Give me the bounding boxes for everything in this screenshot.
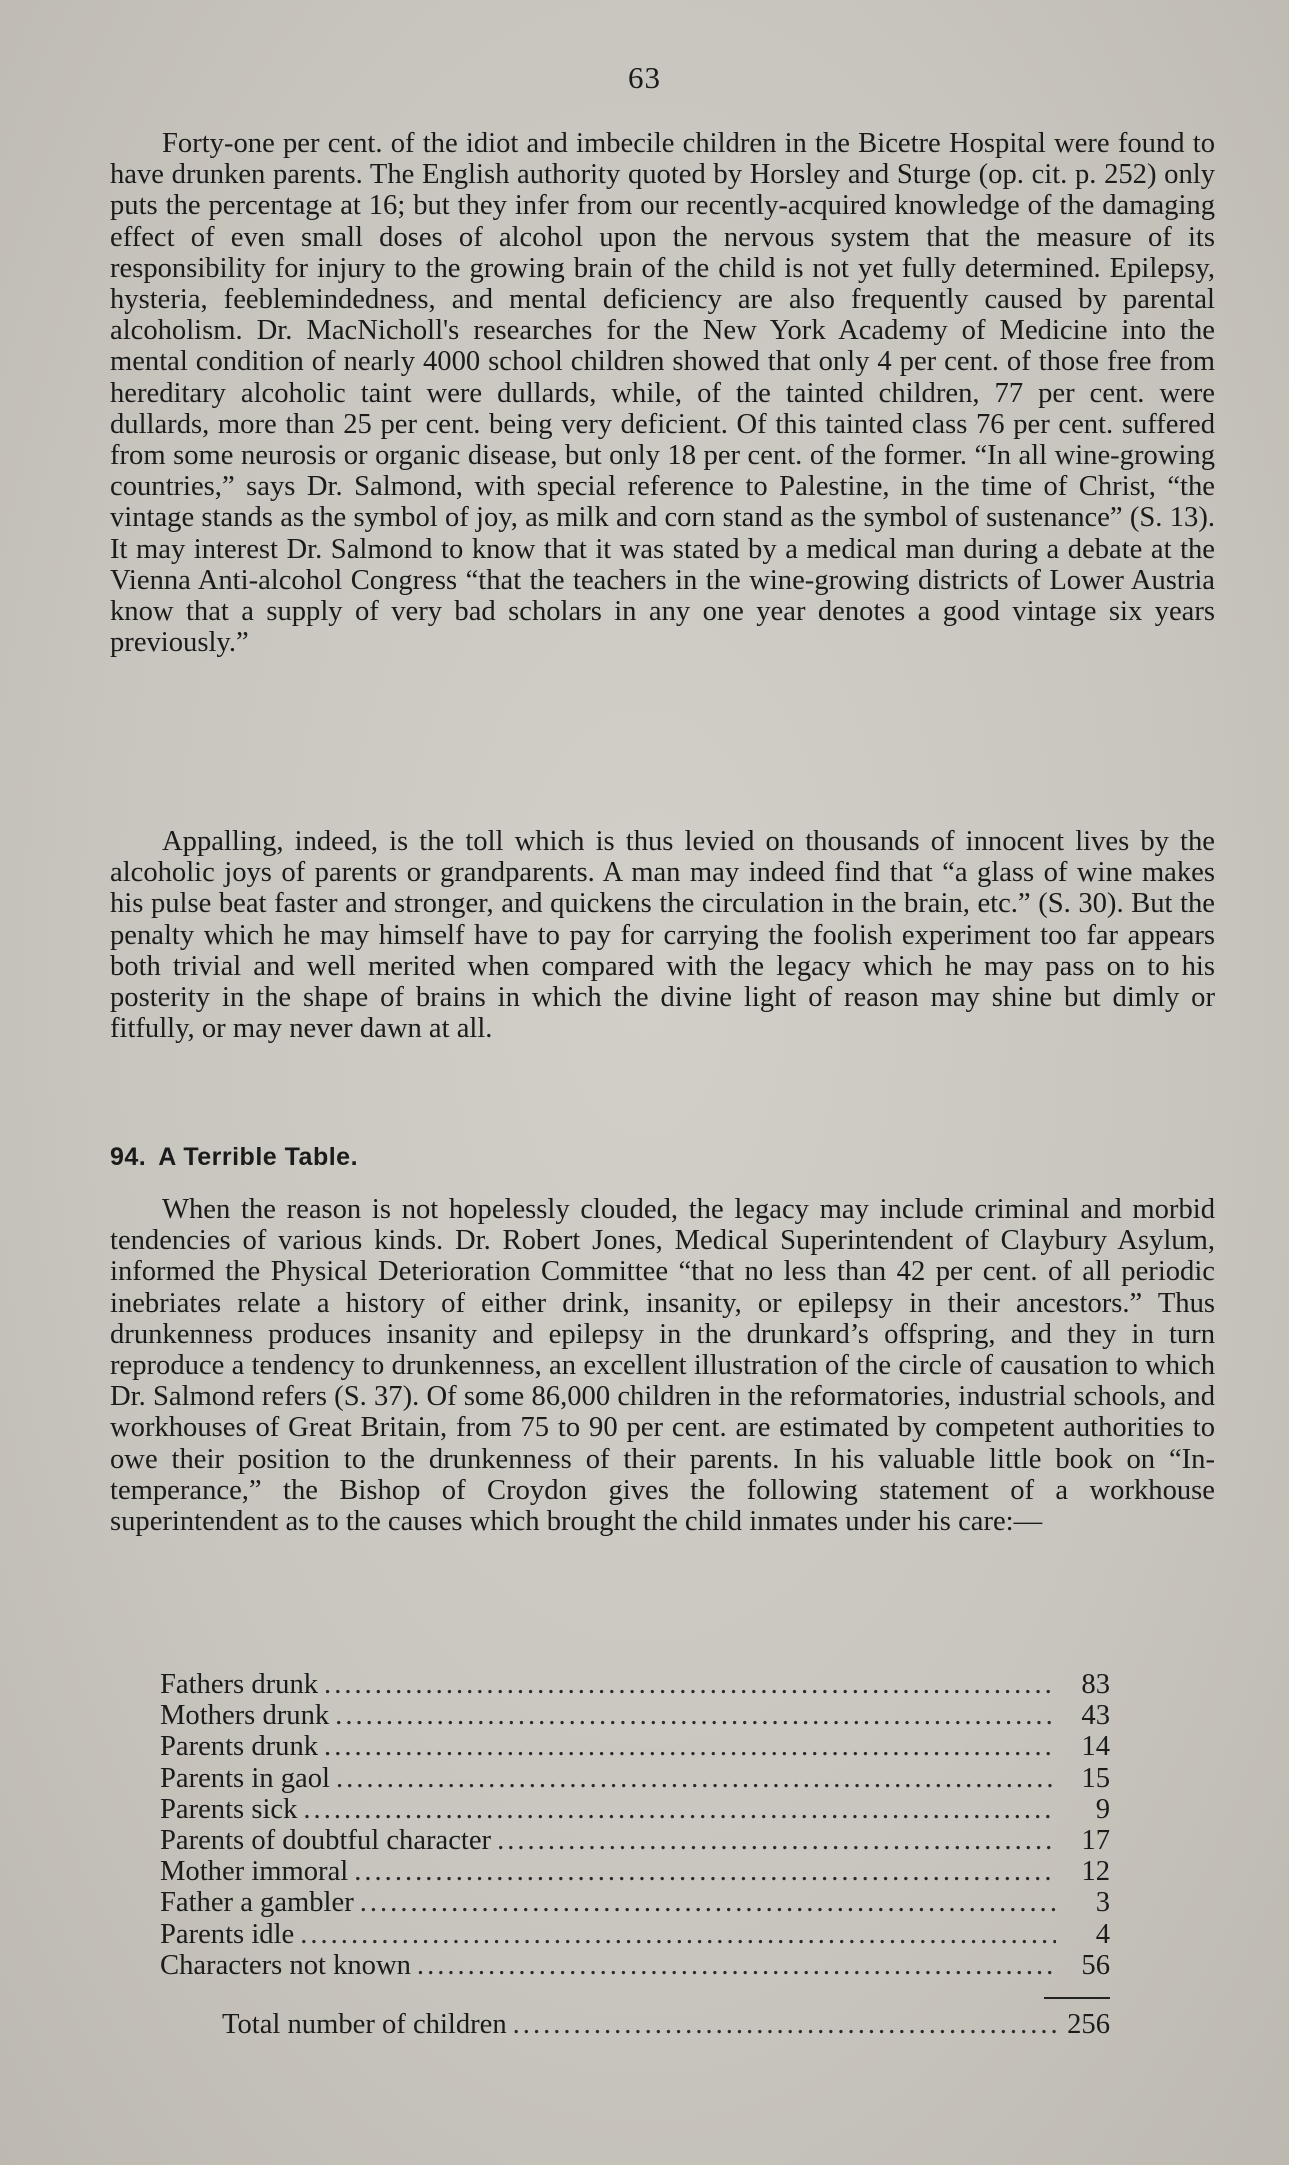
row-value: 4 [1095, 1918, 1110, 1950]
row-label: Fathers drunk [160, 1669, 319, 1700]
row-label: Parents in gaol [160, 1762, 330, 1794]
dot-leader [417, 1950, 1056, 1981]
paragraph-text: When the reason is not hopelessly clouded, the legacy may include criminal and morbid tendencies of various kinds. Dr. Robert Jones, Medical Superintendent of Claybury Asylum, informed the Physical Deterioration Committee “that no less than 42 per cent. of all periodic inebriates relate a history of either drink, insanity, or epilepsy in their ancestors.” Thus drunkenness produces insanity and epilepsy in the drunkard’s offspring, and they in turn reproduce a tendency to drunkenness, an excellent illustration of the circle of causation to which Dr. Salmond refers (S. 37). Of some 86,000 children in the reformatories, industrial schools, and workhouses of Great Britain, from 75 to 90 per cent. are estimated by competent authorities to owe their position to the drunkenness of their parents. In his valuable little book on “Intemperance,” the Bishop of Croydon gives the following statement of a workhouse superintendent as to the causes which brought the child inmates under his care:— [110, 1194, 1215, 1538]
row-value: 56 [1081, 1949, 1110, 1981]
dot-leader [513, 2009, 1056, 2040]
dot-leader [303, 1794, 1056, 1825]
dot-leader [336, 1763, 1056, 1794]
section-heading [110, 1143, 358, 1172]
row-label: Parents sick [160, 1793, 298, 1825]
row-value: 83 [1081, 1669, 1110, 1700]
dot-leader [324, 1731, 1056, 1762]
row-value: 12 [1081, 1856, 1110, 1888]
table-row [160, 1669, 1110, 1700]
row-value: 17 [1081, 1824, 1110, 1856]
row-value: 3 [1095, 1887, 1110, 1919]
dot-leader [300, 1919, 1056, 1950]
table-row [160, 1887, 1110, 1918]
dot-leader [335, 1700, 1056, 1731]
table-row [160, 1825, 1110, 1856]
row-label: Parents of doubtful character [160, 1824, 492, 1856]
row-label: Parents idle [160, 1918, 295, 1950]
section-number: 94. [110, 1143, 147, 1171]
paragraph-text: Appalling, indeed, is the toll which is thus levied on thousands of innocent lives by the alcoholic joys of parents or grandparents. A man may indeed find that “a glass of wine makes his pulse beat faster and stronger, and quickens the circulation in the brain, etc.” (S. 30). But the penalty which he may himself have to pay for carrying the foolish experiment too far appears both trivial and well merited when compared with the legacy which he may pass on to his posterity in the shape of brains in which the divine light of reason may shine but dimly or fitfully, or may never dawn at all. [110, 826, 1215, 1045]
table-row [160, 1950, 1110, 1981]
table-row [160, 1794, 1110, 1825]
dot-leader [324, 1669, 1056, 1700]
dot-leader [360, 1887, 1056, 1918]
row-value: 14 [1081, 1731, 1110, 1763]
table-row [160, 1919, 1110, 1950]
page-number: 63 [628, 60, 661, 95]
section-title: A Terrible Table. [158, 1143, 359, 1171]
dot-leader [354, 1856, 1056, 1887]
table-row [160, 1763, 1110, 1794]
paragraph-1 [110, 128, 1215, 658]
row-value: 43 [1081, 1700, 1110, 1732]
row-label: Mothers drunk [160, 1700, 330, 1732]
table-row [160, 1856, 1110, 1887]
total-value: 256 [1067, 2009, 1110, 2040]
paragraph-3 [110, 1194, 1215, 1537]
paragraph-text: Forty-one per cent. of the idiot and imbecile children in the Bicetre Hospital were found to have drunken parents. The English authority quoted by Horsley and Sturge (op. cit. p. 252) only puts the percentage at 16; but they infer from our recently-acquired knowledge of the damaging effect of even small doses of alcohol upon the nervous system that the measure of its responsibility for injury to the growing brain of the child is not yet fully determined. Epilepsy, hysteria, feeblemindedness, and mental deficiency are also frequently caused by parental alcoholism. Dr. MacNicholl's researches for the New York Academy of Medicine into the mental condition of nearly 4000 school children showed that only 4 per cent. of those free from hereditary alcoholic taint were dullards, while, of the tainted children, 77 per cent. were dullards, more than 25 per cent. being very deficient. Of this tainted class 76 per cent. suffered from some neurosis or organic disease, but only 18 per cent. of the former. “In all wine-growing countries,” says Dr. Salmond, with special reference to Palestine, in the time of Christ, “the vintage stands as the symbol of joy, as milk and corn stand as the symbol of sustenance” (S. 13). It may interest Dr. Salmond to know that it was stated by a medical man during a debate at the Vienna Anti-alcohol Congress “that the teachers in the wine-growing districts of Lower Austria know that a supply of very bad scholars in any one year denotes a good vintage six years previously.” [110, 128, 1215, 659]
row-label: Characters not known [160, 1949, 411, 1981]
dot-leader [497, 1825, 1056, 1856]
row-label: Father a gambler [160, 1887, 354, 1919]
total-label: Total number of children [222, 2009, 507, 2040]
row-label: Mother immoral [160, 1856, 349, 1888]
total-divider [1044, 1997, 1110, 1999]
row-value: 15 [1081, 1762, 1110, 1794]
row-label: Parents drunk [160, 1731, 319, 1763]
causes-table [160, 1669, 1110, 2040]
table-row [160, 1700, 1110, 1731]
total-row [222, 2009, 1110, 2040]
table-row [160, 1731, 1110, 1762]
row-value: 9 [1095, 1793, 1110, 1825]
paragraph-2 [110, 826, 1215, 1044]
